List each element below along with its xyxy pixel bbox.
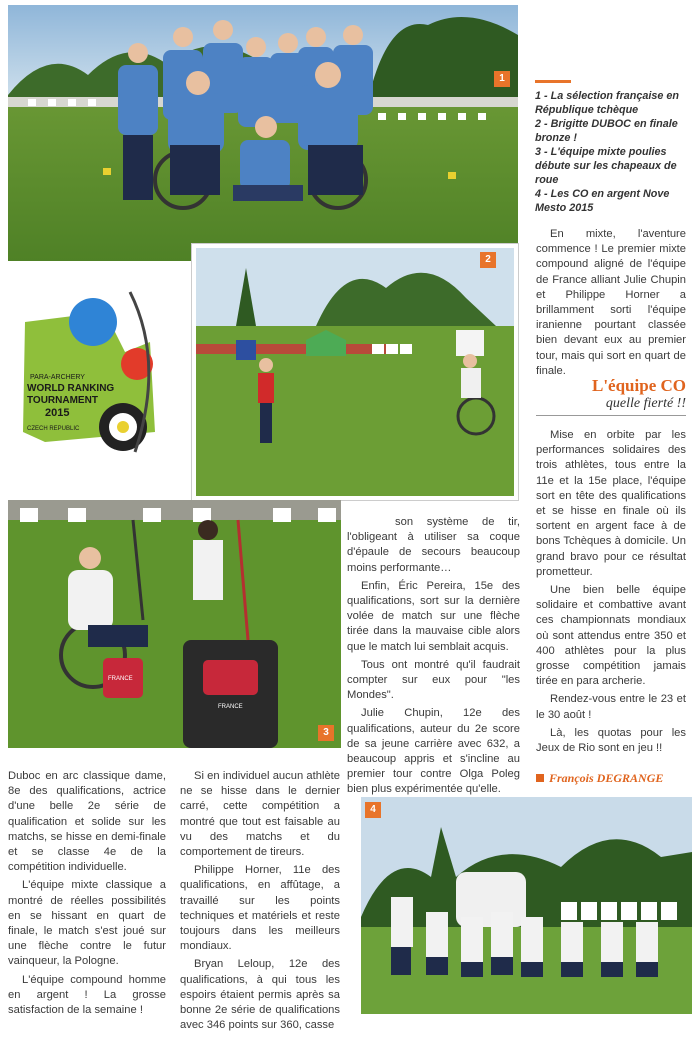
center-paragraph-3: Bryan Leloup, 12e des qualifications, à qui tous les espoirs étaient permis après sa bonne 2e série de qualifications avec 346 points sur 360, casse: [180, 958, 340, 1032]
right-paragraph-2: Mise en orbite par les performances solidaires des trois athlètes, tous entre la 11e et la 15e place, l'équipe sort en tête des qualifications et se hisse en finale où ils sortent en argent face à de bons Tchèques à domicile. Un grand bravo pour ce résultat prometteur.: [536, 429, 686, 578]
world-ranking-tournament-logo: [15, 282, 165, 462]
middle-paragraph-3: Tous ont montré qu'il faudrait compter sur eux pour "les Mondes".: [347, 658, 520, 702]
caption-item-4: 4 - Les CO en argent Nove Mesto 2015: [535, 188, 670, 214]
middle-paragraph-1: son système de tir, l'obligeant à utiliser sa coque d'épaule de secours beaucoup moins performante…: [347, 516, 520, 574]
caption-item-2: 2 - Brigitte DUBOC en finale bronze !: [535, 118, 678, 144]
photo-number-badge-4: 4: [365, 802, 381, 818]
middle-paragraph-2: Enfin, Éric Pereira, 15e des qualifications, sort sur la dernière volée de match sur une flèche tirée dans la mauvaise cible alors que le match lui semblait acquis.: [347, 579, 520, 653]
left-paragraph-2: L'équipe mixte classique a montré de réelles possibilités en se hissant en quart de finale, le match s'est joué sur une flèche contre le futur vainqueur, la Pologne.: [8, 879, 166, 968]
photo-number-badge-3: 3: [318, 725, 334, 741]
author-name: François DEGRANGE: [549, 771, 664, 785]
section-heading: [536, 376, 686, 416]
section-heading-subtitle: quelle fierté !!: [605, 396, 686, 411]
right-column-intro: [536, 227, 686, 382]
right-column-body: [536, 428, 686, 759]
left-column-bottom: [8, 769, 166, 1021]
logo-line-4: 2015: [45, 407, 70, 419]
center-paragraph-1: Si en individuel aucun athlète ne se hisse dans le dernier carré, cette compétition a montré que tout est faisable au vu des matchs et du comportement de tireurs.: [180, 770, 340, 859]
photo-compound-team-silver: [361, 797, 692, 1014]
team-bag-label: FRANCE: [218, 704, 243, 710]
author-signature: [536, 771, 663, 786]
photo-duboc-final: [192, 244, 518, 500]
right-paragraph-5: Là, les quotas pour les Jeux de Rio sont en jeu !!: [536, 726, 686, 755]
right-paragraph-4: Rendez-vous entre le 23 et le 30 août !: [536, 693, 686, 721]
left-paragraph-1: Duboc en arc classique dame, 8e des qualifications, actrice d'une belle 2e série de qualification et solide sur les matchs, se hisse en demi-finale et se classe 4e de la compétition individuelle.: [8, 770, 166, 874]
right-paragraph-1: En mixte, l'aventure commence ! Le premier mixte compound aligné de l'équipe de France alliant Julie Chupin et Philippe Horner a brillamment sorti l'équipe iranienne pourtant classée bien devant eux au premier tour, mais qui sort en quart de finale.: [536, 228, 686, 377]
logo-line-2: WORLD RANKING: [27, 383, 115, 394]
logo-line-5: CZECH REPUBLIC: [27, 426, 80, 432]
middle-paragraph-4: Julie Chupin, 12e des qualifications, auteur du 2e score de sa jeune carrière avec 632, a beaucoup appris et s'incline au premier tour contre Olga Poleg bien plus expérimentée qu'elle.: [347, 707, 520, 796]
photo-captions: [535, 80, 685, 215]
photo-mixed-compound-team: [8, 500, 341, 748]
middle-column-top: [347, 515, 520, 801]
logo-line-3: TOURNAMENT: [27, 395, 98, 406]
caption-item-3: 3 - L'équipe mixte poulies débute sur les chapeaux de roue: [535, 146, 677, 186]
section-heading-title: L'équipe CO: [592, 376, 686, 395]
caption-item-1: 1 - La sélection française en République tchèque: [535, 90, 680, 116]
photo-number-badge-1: 1: [494, 71, 510, 87]
photo-team-selection: [8, 5, 518, 261]
photo-number-badge-2: 2: [480, 252, 496, 268]
logo-line-1: PARA-ARCHERY: [30, 374, 85, 381]
caption-accent-bar: [535, 80, 571, 83]
center-paragraph-2: Philippe Horner, 11e des qualifications, en affûtage, a travaillé sur les points techniques et matériels et reste toujours dans les meilleurs mondiaux.: [180, 864, 340, 953]
heading-rule: [536, 415, 686, 416]
center-column-bottom: [180, 769, 340, 1036]
signature-square-icon: [536, 774, 544, 782]
bag-label: FRANCE: [108, 676, 133, 682]
left-paragraph-3: L'équipe compound homme en argent ! La grosse satisfaction de la semaine !: [8, 973, 166, 1017]
right-paragraph-3: Une bien belle équipe solidaire et combattive avant ces championnats mondiaux où sont attendus entre 350 et 400 athlètes pour la plus grosse compétition jamais tirée en para archerie.: [536, 584, 686, 688]
